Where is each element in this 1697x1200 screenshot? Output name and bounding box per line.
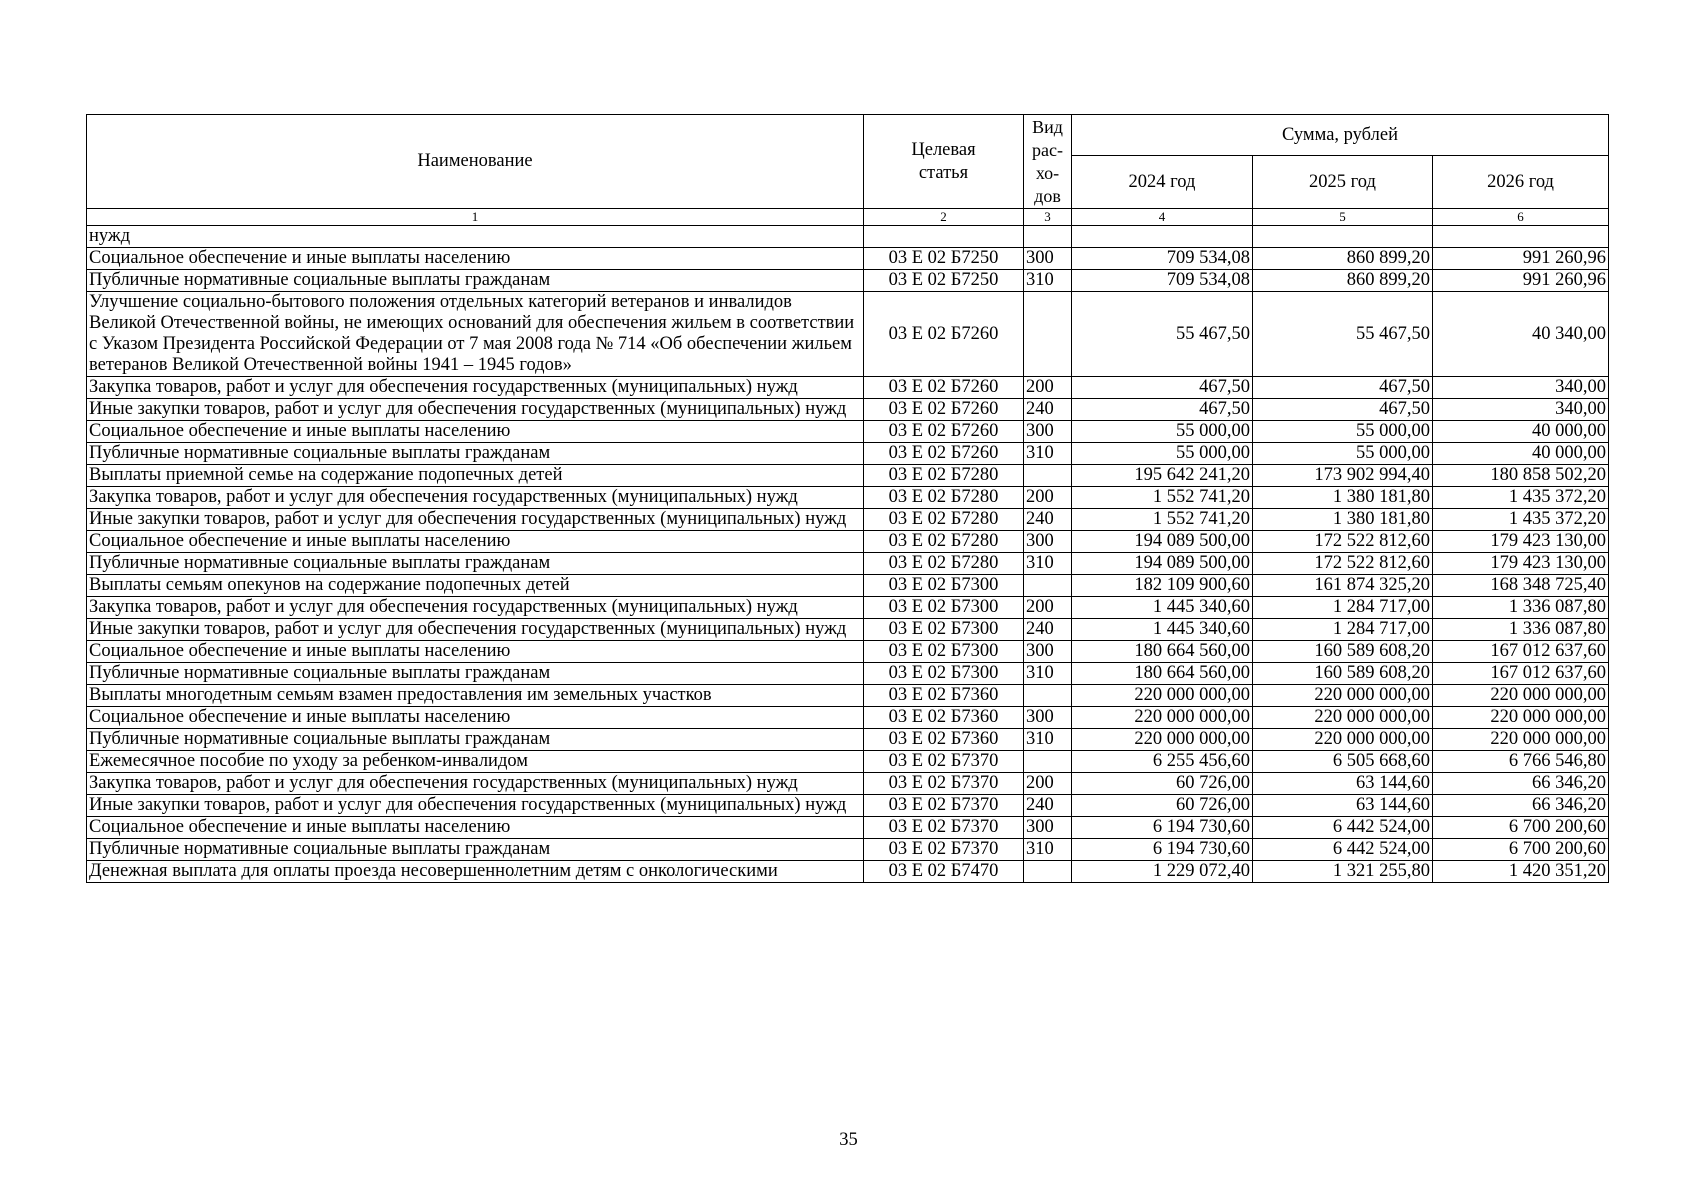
cell-amount-2024: 220 000 000,00 [1072,707,1253,729]
cell-target-article: 03 Е 02 Б7260 [864,399,1024,421]
cell-expense-type: 300 [1024,707,1072,729]
table-row [87,248,1609,270]
cell-amount-2026: 220 000 000,00 [1433,729,1609,751]
cell-target-article [864,226,1024,248]
cell-expense-type: 240 [1024,399,1072,421]
cell-amount-2026: 179 423 130,00 [1433,553,1609,575]
cell-expense-type: 310 [1024,839,1072,861]
cell-target-article: 03 Е 02 Б7300 [864,575,1024,597]
cell-name: Выплаты многодетным семьям взамен предоставления им земельных участков [87,685,864,707]
cell-amount-2026: 1 435 372,20 [1433,509,1609,531]
cell-amount-2025: 55 000,00 [1253,443,1433,465]
header-year-2025: 2025 год [1253,156,1433,209]
cell-target-article: 03 Е 02 Б7370 [864,839,1024,861]
cell-name: Публичные нормативные социальные выплаты гражданам [87,839,864,861]
cell-amount-2025: 1 380 181,80 [1253,487,1433,509]
cell-expense-type: 300 [1024,641,1072,663]
cell-expense-type: 200 [1024,377,1072,399]
table-row [87,399,1609,421]
cell-amount-2025: 6 442 524,00 [1253,817,1433,839]
cell-amount-2026: 66 346,20 [1433,795,1609,817]
table-row [87,663,1609,685]
column-number: 4 [1072,209,1253,226]
cell-amount-2026: 340,00 [1433,377,1609,399]
cell-name: нужд [87,226,864,248]
cell-amount-2024: 180 664 560,00 [1072,641,1253,663]
cell-amount-2024: 60 726,00 [1072,795,1253,817]
table-row [87,509,1609,531]
table-row [87,531,1609,553]
cell-name: Публичные нормативные социальные выплаты гражданам [87,729,864,751]
cell-amount-2026: 6 700 200,60 [1433,817,1609,839]
cell-amount-2026: 66 346,20 [1433,773,1609,795]
header-year-2024: 2024 год [1072,156,1253,209]
cell-amount-2026: 40 340,00 [1433,292,1609,377]
table-row [87,270,1609,292]
cell-amount-2026: 220 000 000,00 [1433,685,1609,707]
cell-amount-2026: 220 000 000,00 [1433,707,1609,729]
cell-expense-type: 200 [1024,487,1072,509]
cell-amount-2026: 6 700 200,60 [1433,839,1609,861]
budget-table [86,114,1609,883]
cell-amount-2024: 1 552 741,20 [1072,509,1253,531]
cell-expense-type: 300 [1024,817,1072,839]
cell-name: Социальное обеспечение и иные выплаты населению [87,531,864,553]
cell-expense-type [1024,751,1072,773]
table-row [87,685,1609,707]
cell-amount-2024: 195 642 241,20 [1072,465,1253,487]
table-row [87,226,1609,248]
page-number: 35 [839,1130,858,1150]
cell-amount-2026: 1 435 372,20 [1433,487,1609,509]
cell-target-article: 03 Е 02 Б7250 [864,270,1024,292]
cell-target-article: 03 Е 02 Б7280 [864,531,1024,553]
cell-amount-2026: 1 336 087,80 [1433,619,1609,641]
cell-amount-2024: 6 194 730,60 [1072,839,1253,861]
cell-expense-type: 300 [1024,248,1072,270]
cell-target-article: 03 Е 02 Б7260 [864,377,1024,399]
cell-expense-type: 310 [1024,443,1072,465]
cell-amount-2025: 860 899,20 [1253,270,1433,292]
cell-amount-2024: 6 255 456,60 [1072,751,1253,773]
cell-name: Социальное обеспечение и иные выплаты населению [87,707,864,729]
cell-amount-2026: 340,00 [1433,399,1609,421]
cell-expense-type [1024,861,1072,883]
cell-amount-2026: 40 000,00 [1433,421,1609,443]
cell-name: Иные закупки товаров, работ и услуг для обеспечения государственных (муниципальных) нужд [87,619,864,641]
cell-expense-type [1024,575,1072,597]
table-row [87,487,1609,509]
cell-expense-type: 200 [1024,773,1072,795]
cell-amount-2025: 1 284 717,00 [1253,597,1433,619]
column-number: 1 [87,209,864,226]
cell-name: Выплаты семьям опекунов на содержание подопечных детей [87,575,864,597]
table-row [87,641,1609,663]
cell-amount-2024: 6 194 730,60 [1072,817,1253,839]
cell-amount-2025: 63 144,60 [1253,795,1433,817]
cell-expense-type [1024,465,1072,487]
column-number: 2 [864,209,1024,226]
table-row [87,421,1609,443]
cell-expense-type: 310 [1024,553,1072,575]
cell-expense-type [1024,292,1072,377]
cell-expense-type: 300 [1024,421,1072,443]
cell-expense-type: 240 [1024,619,1072,641]
cell-target-article: 03 Е 02 Б7280 [864,487,1024,509]
cell-amount-2024: 1 229 072,40 [1072,861,1253,883]
table-row [87,597,1609,619]
cell-target-article: 03 Е 02 Б7370 [864,751,1024,773]
header-expense-type: Вид рас-хо-дов [1024,115,1072,209]
header-sum: Сумма, рублей [1072,115,1609,156]
cell-amount-2024: 220 000 000,00 [1072,729,1253,751]
cell-amount-2025: 161 874 325,20 [1253,575,1433,597]
cell-amount-2026: 167 012 637,60 [1433,641,1609,663]
cell-amount-2026 [1433,226,1609,248]
table-row [87,465,1609,487]
cell-target-article: 03 Е 02 Б7360 [864,707,1024,729]
header-name: Наименование [87,115,864,209]
cell-name: Иные закупки товаров, работ и услуг для обеспечения государственных (муниципальных) нужд [87,509,864,531]
cell-amount-2025: 6 505 668,60 [1253,751,1433,773]
column-number: 5 [1253,209,1433,226]
cell-expense-type [1024,226,1072,248]
header-target-article: Целевая статья [864,115,1024,209]
cell-expense-type: 200 [1024,597,1072,619]
cell-amount-2025: 160 589 608,20 [1253,663,1433,685]
cell-target-article: 03 Е 02 Б7300 [864,597,1024,619]
cell-target-article: 03 Е 02 Б7370 [864,817,1024,839]
column-number: 6 [1433,209,1609,226]
cell-name: Закупка товаров, работ и услуг для обеспечения государственных (муниципальных) нужд [87,597,864,619]
cell-target-article: 03 Е 02 Б7470 [864,861,1024,883]
cell-name: Иные закупки товаров, работ и услуг для обеспечения государственных (муниципальных) нужд [87,795,864,817]
cell-target-article: 03 Е 02 Б7370 [864,773,1024,795]
cell-amount-2025: 172 522 812,60 [1253,553,1433,575]
cell-amount-2024: 1 552 741,20 [1072,487,1253,509]
cell-target-article: 03 Е 02 Б7300 [864,663,1024,685]
table-row [87,795,1609,817]
table-body [87,226,1609,883]
header-year-2026: 2026 год [1433,156,1609,209]
cell-name: Улучшение социально-бытового положения отдельных категорий ветеранов и инвалидов Великой Отечественной войны, не имеющих оснований для обеспечения жильем в соответствии с Указом Президента Российской Федерации от 7 мая 2008 года № 714 «Об обеспечении жильем ветеранов Великой Отечественной войны 1941 – 1945 годов» [87,292,864,377]
cell-target-article: 03 Е 02 Б7280 [864,465,1024,487]
cell-target-article: 03 Е 02 Б7280 [864,553,1024,575]
cell-amount-2024: 709 534,08 [1072,248,1253,270]
cell-amount-2025: 55 467,50 [1253,292,1433,377]
cell-amount-2024: 467,50 [1072,399,1253,421]
cell-name: Публичные нормативные социальные выплаты гражданам [87,553,864,575]
cell-target-article: 03 Е 02 Б7260 [864,421,1024,443]
cell-name: Публичные нормативные социальные выплаты гражданам [87,270,864,292]
cell-expense-type: 240 [1024,509,1072,531]
cell-amount-2026: 180 858 502,20 [1433,465,1609,487]
table-row [87,751,1609,773]
table-row [87,553,1609,575]
cell-name: Социальное обеспечение и иные выплаты населению [87,248,864,270]
table-row [87,377,1609,399]
cell-expense-type: 310 [1024,270,1072,292]
table-row [87,443,1609,465]
table-row [87,729,1609,751]
cell-target-article: 03 Е 02 Б7360 [864,685,1024,707]
cell-target-article: 03 Е 02 Б7250 [864,248,1024,270]
cell-amount-2024: 55 000,00 [1072,443,1253,465]
table-row [87,839,1609,861]
cell-amount-2024: 467,50 [1072,377,1253,399]
cell-name: Социальное обеспечение и иные выплаты населению [87,641,864,663]
cell-amount-2026: 1 336 087,80 [1433,597,1609,619]
cell-amount-2025: 220 000 000,00 [1253,685,1433,707]
cell-name: Публичные нормативные социальные выплаты гражданам [87,443,864,465]
cell-name: Закупка товаров, работ и услуг для обеспечения государственных (муниципальных) нужд [87,773,864,795]
cell-amount-2024: 55 467,50 [1072,292,1253,377]
cell-amount-2025 [1253,226,1433,248]
cell-amount-2025: 6 442 524,00 [1253,839,1433,861]
cell-target-article: 03 Е 02 Б7300 [864,641,1024,663]
cell-amount-2025: 1 380 181,80 [1253,509,1433,531]
cell-target-article: 03 Е 02 Б7260 [864,443,1024,465]
cell-target-article: 03 Е 02 Б7280 [864,509,1024,531]
cell-amount-2024: 709 534,08 [1072,270,1253,292]
cell-name: Закупка товаров, работ и услуг для обеспечения государственных (муниципальных) нужд [87,487,864,509]
cell-amount-2024: 182 109 900,60 [1072,575,1253,597]
cell-amount-2024: 180 664 560,00 [1072,663,1253,685]
cell-expense-type: 240 [1024,795,1072,817]
cell-amount-2025: 173 902 994,40 [1253,465,1433,487]
cell-amount-2024: 60 726,00 [1072,773,1253,795]
table-row [87,773,1609,795]
cell-amount-2026: 991 260,96 [1433,270,1609,292]
cell-amount-2024 [1072,226,1253,248]
cell-amount-2025: 160 589 608,20 [1253,641,1433,663]
cell-name: Закупка товаров, работ и услуг для обеспечения государственных (муниципальных) нужд [87,377,864,399]
cell-name: Публичные нормативные социальные выплаты гражданам [87,663,864,685]
cell-name: Иные закупки товаров, работ и услуг для обеспечения государственных (муниципальных) нужд [87,399,864,421]
table-row [87,861,1609,883]
cell-amount-2026: 167 012 637,60 [1433,663,1609,685]
column-number: 3 [1024,209,1072,226]
cell-amount-2024: 1 445 340,60 [1072,619,1253,641]
cell-amount-2025: 860 899,20 [1253,248,1433,270]
cell-name: Социальное обеспечение и иные выплаты населению [87,421,864,443]
table-row [87,817,1609,839]
cell-amount-2025: 467,50 [1253,399,1433,421]
cell-name: Социальное обеспечение и иные выплаты населению [87,817,864,839]
cell-amount-2025: 55 000,00 [1253,421,1433,443]
table-row [87,707,1609,729]
cell-expense-type: 300 [1024,531,1072,553]
cell-target-article: 03 Е 02 Б7300 [864,619,1024,641]
cell-amount-2026: 6 766 546,80 [1433,751,1609,773]
cell-name: Денежная выплата для оплаты проезда несовершеннолетним детям с онкологическими [87,861,864,883]
cell-amount-2026: 991 260,96 [1433,248,1609,270]
cell-amount-2026: 40 000,00 [1433,443,1609,465]
cell-expense-type [1024,685,1072,707]
cell-amount-2024: 194 089 500,00 [1072,553,1253,575]
cell-amount-2026: 168 348 725,40 [1433,575,1609,597]
cell-amount-2024: 220 000 000,00 [1072,685,1253,707]
cell-name: Выплаты приемной семье на содержание подопечных детей [87,465,864,487]
cell-amount-2025: 63 144,60 [1253,773,1433,795]
cell-target-article: 03 Е 02 Б7260 [864,292,1024,377]
cell-amount-2024: 55 000,00 [1072,421,1253,443]
cell-amount-2024: 194 089 500,00 [1072,531,1253,553]
table-row [87,292,1609,377]
cell-amount-2025: 1 321 255,80 [1253,861,1433,883]
cell-amount-2025: 172 522 812,60 [1253,531,1433,553]
cell-target-article: 03 Е 02 Б7360 [864,729,1024,751]
cell-amount-2025: 220 000 000,00 [1253,729,1433,751]
cell-amount-2024: 1 445 340,60 [1072,597,1253,619]
cell-amount-2025: 1 284 717,00 [1253,619,1433,641]
cell-amount-2026: 179 423 130,00 [1433,531,1609,553]
cell-amount-2025: 220 000 000,00 [1253,707,1433,729]
cell-expense-type: 310 [1024,663,1072,685]
cell-expense-type: 310 [1024,729,1072,751]
cell-amount-2026: 1 420 351,20 [1433,861,1609,883]
cell-target-article: 03 Е 02 Б7370 [864,795,1024,817]
table-row [87,619,1609,641]
cell-amount-2025: 467,50 [1253,377,1433,399]
cell-name: Ежемесячное пособие по уходу за ребенком-инвалидом [87,751,864,773]
table-row [87,575,1609,597]
